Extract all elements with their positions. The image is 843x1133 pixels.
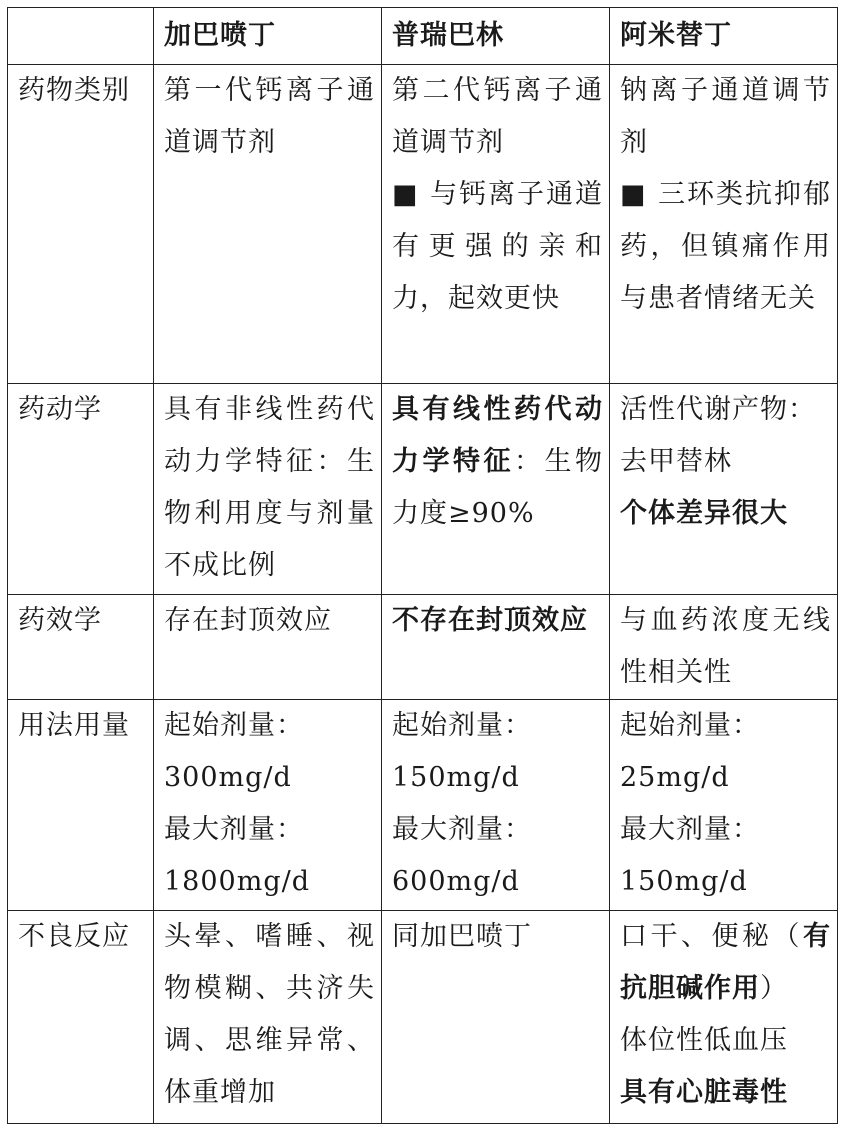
header-amitriptyline: 阿米替丁 <box>610 8 838 65</box>
start-dose-label: 起始剂量： <box>620 710 760 741</box>
table-row <box>8 595 838 700</box>
cell-adverse-amitriptyline <box>610 911 838 1124</box>
header-gabapentin: 加巴喷丁 <box>154 8 382 65</box>
cell-text: 去甲替林 <box>620 446 732 477</box>
header-pregabalin: 普瑞巴林 <box>382 8 610 65</box>
square-bullet-icon: ■ <box>620 179 648 210</box>
bold-text: 具有线性药代动力学特征 <box>392 394 603 477</box>
start-dose-label: 起始剂量： <box>392 710 532 741</box>
max-dose-value: 600mg/d <box>392 866 520 897</box>
bold-text: 有抗胆碱作用 <box>620 921 831 1004</box>
cell-adverse-pregabalin: 同加巴喷丁 <box>382 911 610 1124</box>
cell-text: 口干、便秘（ <box>620 921 803 952</box>
row-label-pk: 药动学 <box>8 384 154 595</box>
cell-text: ） <box>760 973 788 1004</box>
header-corner <box>8 8 154 65</box>
cell-dosage-pregabalin <box>382 700 610 911</box>
cell-category-pregabalin <box>382 65 610 384</box>
cell-text: 第二代钙离子通道调节剂 <box>392 75 603 158</box>
drug-comparison-table <box>7 7 838 1124</box>
max-dose-value: 1800mg/d <box>164 866 310 897</box>
table-row <box>8 384 838 595</box>
table-row <box>8 65 838 384</box>
cell-pk-amitriptyline <box>610 384 838 595</box>
start-dose-value: 25mg/d <box>620 762 730 793</box>
cell-dosage-amitriptyline <box>610 700 838 911</box>
cell-text: 活性代谢产物： <box>620 394 816 425</box>
table-row <box>8 911 838 1124</box>
cell-text: ：生物力度≥90% <box>392 446 603 529</box>
row-label-pd: 药效学 <box>8 595 154 700</box>
cell-category-amitriptyline <box>610 65 838 384</box>
square-bullet-icon: ■ <box>392 179 420 210</box>
table-wrapper <box>7 7 838 1124</box>
start-dose-value: 150mg/d <box>392 762 520 793</box>
max-dose-label: 最大剂量： <box>164 814 304 845</box>
cell-adverse-gabapentin: 头晕、嗜睡、视物模糊、共济失调、思维异常、体重增加 <box>154 911 382 1124</box>
max-dose-value: 150mg/d <box>620 866 748 897</box>
max-dose-label: 最大剂量： <box>620 814 760 845</box>
start-dose-label: 起始剂量： <box>164 710 304 741</box>
cell-note: 三环类抗抑郁药，但镇痛作用与患者情绪无关 <box>620 179 831 314</box>
cell-note: 与钙离子通道有更强的亲和力，起效更快 <box>392 179 603 314</box>
max-dose-label: 最大剂量： <box>392 814 532 845</box>
table-row <box>8 700 838 911</box>
cell-pk-gabapentin: 具有非线性药代动力学特征：生物利用度与剂量不成比例 <box>154 384 382 595</box>
header-row <box>8 8 838 65</box>
cell-pd-amitriptyline: 与血药浓度无线性相关性 <box>610 595 838 700</box>
cell-pk-pregabalin <box>382 384 610 595</box>
bold-text: 具有心脏毒性 <box>620 1077 788 1108</box>
row-label-category: 药物类别 <box>8 65 154 384</box>
row-label-adverse: 不良反应 <box>8 911 154 1124</box>
row-label-dosage: 用法用量 <box>8 700 154 911</box>
start-dose-value: 300mg/d <box>164 762 292 793</box>
cell-dosage-gabapentin <box>154 700 382 911</box>
cell-text: 体位性低血压 <box>620 1025 788 1056</box>
cell-category-gabapentin: 第一代钙离子通道调节剂 <box>154 65 382 384</box>
cell-pd-pregabalin: 不存在封顶效应 <box>382 595 610 700</box>
cell-text: 钠离子通道调节剂 <box>620 75 831 158</box>
bold-text: 个体差异很大 <box>620 498 788 529</box>
cell-pd-gabapentin: 存在封顶效应 <box>154 595 382 700</box>
